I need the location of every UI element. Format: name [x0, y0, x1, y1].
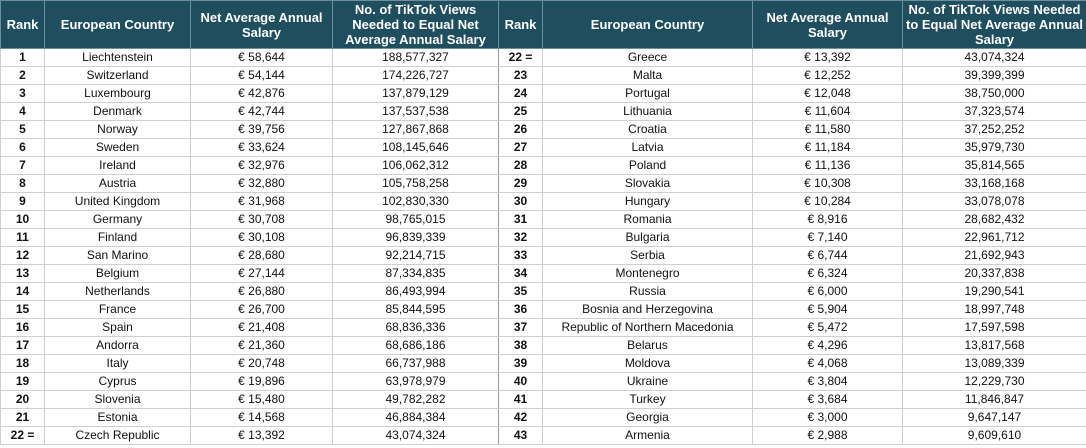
left-rank-cell: 16	[1, 319, 45, 337]
left-country-cell: Luxembourg	[45, 85, 191, 103]
right-rank-cell: 24	[499, 85, 543, 103]
header-views-left: No. of TikTok Views Needed to Equal Net Average Annual Salary	[333, 1, 499, 49]
left-rank-cell: 4	[1, 103, 45, 121]
table-row	[1, 193, 1086, 211]
header-country-right: European Country	[543, 1, 753, 49]
right-rank-cell: 39	[499, 355, 543, 373]
left-salary-cell: € 26,700	[191, 301, 333, 319]
right-views-cell: 33,078,078	[903, 193, 1086, 211]
right-salary-cell: € 11,136	[753, 157, 903, 175]
left-salary-cell: € 39,756	[191, 121, 333, 139]
left-country-cell: Cyprus	[45, 373, 191, 391]
right-rank-cell: 30	[499, 193, 543, 211]
right-views-cell: 13,817,568	[903, 337, 1086, 355]
table-row	[1, 391, 1086, 409]
right-rank-cell: 41	[499, 391, 543, 409]
right-salary-cell: € 7,140	[753, 229, 903, 247]
left-salary-cell: € 28,680	[191, 247, 333, 265]
left-rank-cell: 3	[1, 85, 45, 103]
left-views-cell: 137,537,538	[333, 103, 499, 121]
right-salary-cell: € 3,684	[753, 391, 903, 409]
left-views-cell: 68,836,336	[333, 319, 499, 337]
right-country-cell: Belarus	[543, 337, 753, 355]
left-views-cell: 188,577,327	[333, 49, 499, 67]
table-row	[1, 373, 1086, 391]
right-views-cell: 20,337,838	[903, 265, 1086, 283]
right-views-cell: 37,252,252	[903, 121, 1086, 139]
left-salary-cell: € 58,644	[191, 49, 333, 67]
right-rank-cell: 26	[499, 121, 543, 139]
right-salary-cell: € 4,068	[753, 355, 903, 373]
header-country-left: European Country	[45, 1, 191, 49]
left-rank-cell: 14	[1, 283, 45, 301]
right-salary-cell: € 11,580	[753, 121, 903, 139]
right-country-cell: Poland	[543, 157, 753, 175]
right-views-cell: 11,846,847	[903, 391, 1086, 409]
right-views-cell: 22,961,712	[903, 229, 1086, 247]
left-salary-cell: € 20,748	[191, 355, 333, 373]
right-country-cell: Croatia	[543, 121, 753, 139]
left-salary-cell: € 27,144	[191, 265, 333, 283]
left-country-cell: Andorra	[45, 337, 191, 355]
header-salary-right: Net Average Annual Salary	[753, 1, 903, 49]
right-salary-cell: € 12,048	[753, 85, 903, 103]
left-rank-cell: 20	[1, 391, 45, 409]
right-views-cell: 28,682,432	[903, 211, 1086, 229]
left-country-cell: Sweden	[45, 139, 191, 157]
left-views-cell: 105,758,258	[333, 175, 499, 193]
right-country-cell: Bulgaria	[543, 229, 753, 247]
left-salary-cell: € 21,360	[191, 337, 333, 355]
right-views-cell: 12,229,730	[903, 373, 1086, 391]
left-country-cell: Denmark	[45, 103, 191, 121]
right-country-cell: Latvia	[543, 139, 753, 157]
left-views-cell: 85,844,595	[333, 301, 499, 319]
left-views-cell: 49,782,282	[333, 391, 499, 409]
right-views-cell: 43,074,324	[903, 49, 1086, 67]
left-rank-cell: 21	[1, 409, 45, 427]
left-rank-cell: 15	[1, 301, 45, 319]
table-row	[1, 103, 1086, 121]
table-row	[1, 427, 1086, 445]
right-salary-cell: € 3,804	[753, 373, 903, 391]
right-country-cell: Slovakia	[543, 175, 753, 193]
table-row	[1, 247, 1086, 265]
left-country-cell: Italy	[45, 355, 191, 373]
left-salary-cell: € 42,744	[191, 103, 333, 121]
right-salary-cell: € 6,744	[753, 247, 903, 265]
right-salary-cell: € 4,296	[753, 337, 903, 355]
right-views-cell: 33,168,168	[903, 175, 1086, 193]
left-views-cell: 86,493,994	[333, 283, 499, 301]
right-salary-cell: € 10,308	[753, 175, 903, 193]
table-row	[1, 121, 1086, 139]
left-country-cell: Switzerland	[45, 67, 191, 85]
right-salary-cell: € 2,988	[753, 427, 903, 445]
right-salary-cell: € 6,324	[753, 265, 903, 283]
left-rank-cell: 6	[1, 139, 45, 157]
left-salary-cell: € 33,624	[191, 139, 333, 157]
right-views-cell: 39,399,399	[903, 67, 1086, 85]
table-row	[1, 139, 1086, 157]
right-rank-cell: 32	[499, 229, 543, 247]
right-rank-cell: 34	[499, 265, 543, 283]
left-country-cell: Ireland	[45, 157, 191, 175]
right-views-cell: 9,647,147	[903, 409, 1086, 427]
left-rank-cell: 2	[1, 67, 45, 85]
left-views-cell: 106,062,312	[333, 157, 499, 175]
right-country-cell: Ukraine	[543, 373, 753, 391]
table-row	[1, 409, 1086, 427]
right-rank-cell: 28	[499, 157, 543, 175]
left-salary-cell: € 21,408	[191, 319, 333, 337]
right-country-cell: Turkey	[543, 391, 753, 409]
left-salary-cell: € 13,392	[191, 427, 333, 445]
right-rank-cell: 38	[499, 337, 543, 355]
left-views-cell: 174,226,727	[333, 67, 499, 85]
right-views-cell: 19,290,541	[903, 283, 1086, 301]
right-views-cell: 18,997,748	[903, 301, 1086, 319]
left-views-cell: 102,830,330	[333, 193, 499, 211]
left-views-cell: 108,145,646	[333, 139, 499, 157]
right-rank-cell: 36	[499, 301, 543, 319]
left-views-cell: 68,686,186	[333, 337, 499, 355]
table-row	[1, 49, 1086, 67]
right-salary-cell: € 5,904	[753, 301, 903, 319]
left-salary-cell: € 15,480	[191, 391, 333, 409]
table-row	[1, 211, 1086, 229]
right-country-cell: Armenia	[543, 427, 753, 445]
header-salary-left: Net Average Annual Salary	[191, 1, 333, 49]
right-country-cell: Montenegro	[543, 265, 753, 283]
left-views-cell: 137,879,129	[333, 85, 499, 103]
table-body	[1, 49, 1086, 445]
right-salary-cell: € 8,916	[753, 211, 903, 229]
right-rank-cell: 31	[499, 211, 543, 229]
left-rank-cell: 17	[1, 337, 45, 355]
left-salary-cell: € 30,108	[191, 229, 333, 247]
left-views-cell: 87,334,835	[333, 265, 499, 283]
left-salary-cell: € 32,976	[191, 157, 333, 175]
left-rank-cell: 18	[1, 355, 45, 373]
left-rank-cell: 1	[1, 49, 45, 67]
right-salary-cell: € 3,000	[753, 409, 903, 427]
table-row	[1, 301, 1086, 319]
left-country-cell: Estonia	[45, 409, 191, 427]
left-rank-cell: 12	[1, 247, 45, 265]
left-country-cell: France	[45, 301, 191, 319]
right-views-cell: 21,692,943	[903, 247, 1086, 265]
right-rank-cell: 40	[499, 373, 543, 391]
left-country-cell: Finland	[45, 229, 191, 247]
right-rank-cell: 29	[499, 175, 543, 193]
table-row	[1, 337, 1086, 355]
left-country-cell: Austria	[45, 175, 191, 193]
right-country-cell: Portugal	[543, 85, 753, 103]
left-rank-cell: 22 =	[1, 427, 45, 445]
left-rank-cell: 10	[1, 211, 45, 229]
table-row	[1, 229, 1086, 247]
left-rank-cell: 11	[1, 229, 45, 247]
left-country-cell: Germany	[45, 211, 191, 229]
right-country-cell: Romania	[543, 211, 753, 229]
left-salary-cell: € 30,708	[191, 211, 333, 229]
header-rank-right: Rank	[499, 1, 543, 49]
left-country-cell: Czech Republic	[45, 427, 191, 445]
left-country-cell: Spain	[45, 319, 191, 337]
left-country-cell: Norway	[45, 121, 191, 139]
table-row	[1, 157, 1086, 175]
right-country-cell: Serbia	[543, 247, 753, 265]
right-country-cell: Hungary	[543, 193, 753, 211]
left-views-cell: 66,737,988	[333, 355, 499, 373]
right-views-cell: 9,609,610	[903, 427, 1086, 445]
left-country-cell: Belgium	[45, 265, 191, 283]
right-country-cell: Georgia	[543, 409, 753, 427]
right-rank-cell: 27	[499, 139, 543, 157]
right-country-cell: Malta	[543, 67, 753, 85]
right-views-cell: 35,979,730	[903, 139, 1086, 157]
right-salary-cell: € 11,604	[753, 103, 903, 121]
header-rank-left: Rank	[1, 1, 45, 49]
right-views-cell: 35,814,565	[903, 157, 1086, 175]
right-rank-cell: 43	[499, 427, 543, 445]
right-country-cell: Russia	[543, 283, 753, 301]
left-country-cell: Liechtenstein	[45, 49, 191, 67]
right-rank-cell: 22 =	[499, 49, 543, 67]
right-rank-cell: 33	[499, 247, 543, 265]
right-country-cell: Lithuania	[543, 103, 753, 121]
right-salary-cell: € 13,392	[753, 49, 903, 67]
table-row	[1, 265, 1086, 283]
left-views-cell: 96,839,339	[333, 229, 499, 247]
table-row	[1, 355, 1086, 373]
right-country-cell: Greece	[543, 49, 753, 67]
right-views-cell: 13,089,339	[903, 355, 1086, 373]
right-salary-cell: € 12,252	[753, 67, 903, 85]
table-row	[1, 85, 1086, 103]
left-rank-cell: 9	[1, 193, 45, 211]
table-row	[1, 283, 1086, 301]
right-salary-cell: € 11,184	[753, 139, 903, 157]
right-views-cell: 37,323,574	[903, 103, 1086, 121]
right-rank-cell: 37	[499, 319, 543, 337]
right-rank-cell: 42	[499, 409, 543, 427]
left-views-cell: 92,214,715	[333, 247, 499, 265]
right-country-cell: Bosnia and Herzegovina	[543, 301, 753, 319]
right-rank-cell: 25	[499, 103, 543, 121]
right-rank-cell: 35	[499, 283, 543, 301]
left-country-cell: San Marino	[45, 247, 191, 265]
table-row	[1, 319, 1086, 337]
left-views-cell: 98,765,015	[333, 211, 499, 229]
table-row	[1, 67, 1086, 85]
right-salary-cell: € 5,472	[753, 319, 903, 337]
table-row	[1, 175, 1086, 193]
right-country-cell: Moldova	[543, 355, 753, 373]
header-views-right: No. of TikTok Views Needed to Equal Net Average Annual Salary	[903, 1, 1086, 49]
left-salary-cell: € 42,876	[191, 85, 333, 103]
left-rank-cell: 8	[1, 175, 45, 193]
left-rank-cell: 13	[1, 265, 45, 283]
left-rank-cell: 7	[1, 157, 45, 175]
right-salary-cell: € 10,284	[753, 193, 903, 211]
left-salary-cell: € 26,880	[191, 283, 333, 301]
left-rank-cell: 19	[1, 373, 45, 391]
right-views-cell: 38,750,000	[903, 85, 1086, 103]
right-country-cell: Republic of Northern Macedonia	[543, 319, 753, 337]
left-salary-cell: € 32,880	[191, 175, 333, 193]
left-views-cell: 46,884,384	[333, 409, 499, 427]
right-rank-cell: 23	[499, 67, 543, 85]
left-rank-cell: 5	[1, 121, 45, 139]
left-country-cell: United Kingdom	[45, 193, 191, 211]
left-views-cell: 43,074,324	[333, 427, 499, 445]
left-salary-cell: € 54,144	[191, 67, 333, 85]
left-salary-cell: € 31,968	[191, 193, 333, 211]
left-views-cell: 63,978,979	[333, 373, 499, 391]
left-salary-cell: € 19,896	[191, 373, 333, 391]
left-country-cell: Netherlands	[45, 283, 191, 301]
right-salary-cell: € 6,000	[753, 283, 903, 301]
right-views-cell: 17,597,598	[903, 319, 1086, 337]
left-country-cell: Slovenia	[45, 391, 191, 409]
header-row	[1, 1, 1086, 49]
left-views-cell: 127,867,868	[333, 121, 499, 139]
left-salary-cell: € 14,568	[191, 409, 333, 427]
